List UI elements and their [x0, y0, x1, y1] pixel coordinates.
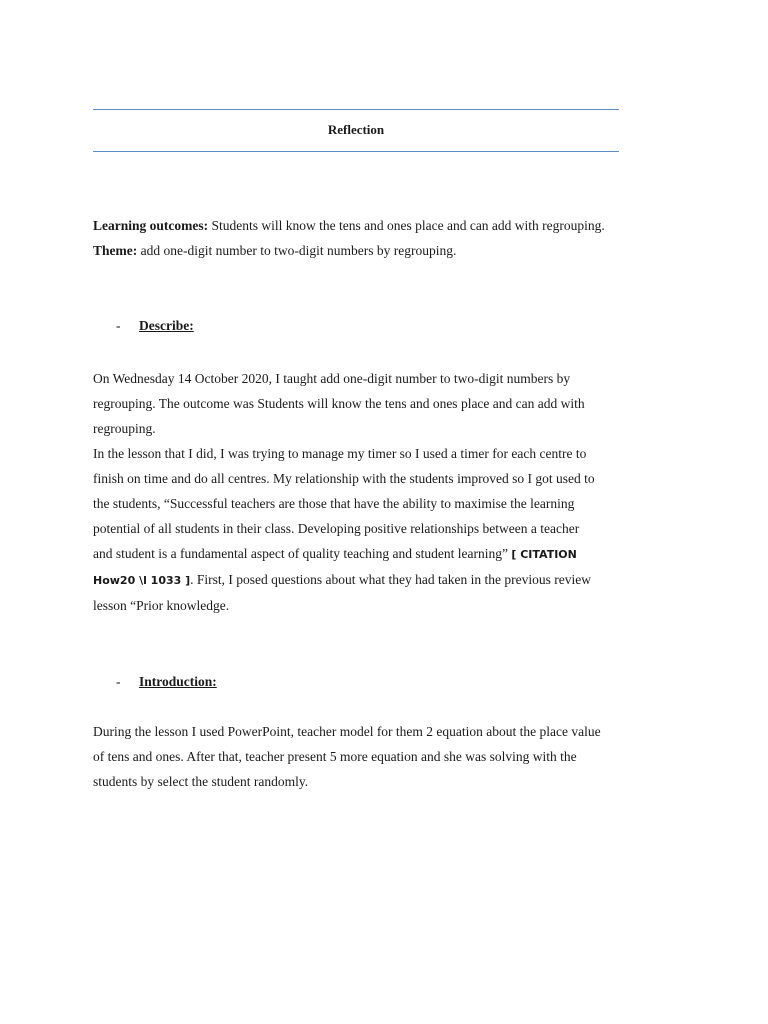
- describe-body: [93, 366, 653, 618]
- after-citation-text: . First, I posed questions about what they had taken in the previous review: [190, 572, 591, 587]
- describe-line: finish on time and do all centres. My relationship with the students improved so I got used to: [93, 471, 595, 486]
- introduction-heading-label: Introduction:: [139, 674, 217, 689]
- introduction-line: of tens and ones. After that, teacher present 5 more equation and she was solving with the: [93, 749, 577, 764]
- describe-citation-continuation: [93, 567, 653, 593]
- describe-line: the students, “Successful teachers are those that have the ability to maximise the learning: [93, 496, 575, 511]
- describe-line: lesson “Prior knowledge.: [93, 598, 230, 613]
- describe-line: potential of all students in their class. Developing positive relationships between a teacher: [93, 521, 580, 536]
- introduction-heading: [116, 672, 217, 692]
- describe-line: In the lesson that I did, I was trying to manage my timer so I used a timer for each centre to: [93, 446, 587, 461]
- document-title: Reflection: [327, 122, 385, 137]
- describe-line-text: and student is a fundamental aspect of quality teaching and student learning”: [93, 546, 512, 561]
- theme-label: Theme:: [93, 243, 138, 258]
- describe-heading: [116, 316, 194, 336]
- theme-line: [93, 238, 653, 263]
- introduction-line: During the lesson I used PowerPoint, teacher model for them 2 equation about the place value: [93, 724, 601, 739]
- introduction-bullet: -: [116, 674, 121, 689]
- introduction-body: [93, 719, 653, 794]
- describe-bullet: -: [116, 318, 121, 333]
- learning-outcomes-line: [93, 213, 653, 238]
- citation-field-start: [ CITATION: [511, 548, 577, 561]
- describe-line: regrouping.: [93, 421, 156, 436]
- title-top-rule: [93, 109, 619, 110]
- describe-citation-line: [93, 541, 653, 567]
- describe-line: On Wednesday 14 October 2020, I taught add one-digit number to two-digit numbers by: [93, 371, 571, 386]
- describe-heading-label: Describe:: [139, 318, 194, 333]
- outcomes-block: [93, 213, 653, 263]
- describe-line: regrouping. The outcome was Students will know the tens and ones place and can add with: [93, 396, 585, 411]
- learning-outcomes-label: Learning outcomes:: [93, 218, 209, 233]
- theme-text: add one-digit number to two-digit numbers by regrouping.: [137, 243, 457, 258]
- learning-outcomes-text: Students will know the tens and ones place and can add with regrouping.: [208, 218, 605, 233]
- title-bottom-rule: [93, 151, 619, 152]
- citation-field-end: How20 \l 1033 ]: [93, 574, 191, 587]
- introduction-line: students by select the student randomly.: [93, 774, 309, 789]
